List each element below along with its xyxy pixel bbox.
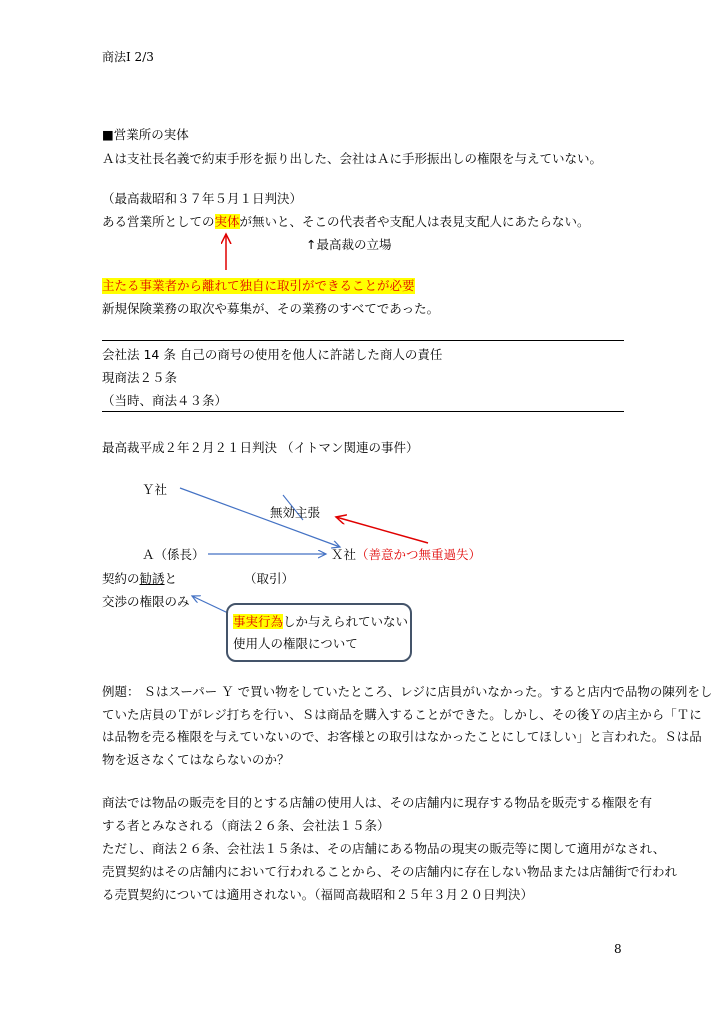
- answer-line: 売買契約はその店舗内において行われることから、その店舗内に存在しない物品または店舗街で行われ: [102, 864, 678, 879]
- box-line-1: 事実行為しか与えられていない: [233, 614, 409, 629]
- case-title: 最高裁平成２年２月２１日判決 （イトマン関連の事件）: [102, 440, 419, 455]
- court-position-label: ↑最高裁の立場: [306, 237, 392, 252]
- answer-line: る売買契約については適用されない。（福岡高裁昭和２５年３月２０日判決）: [102, 887, 534, 902]
- article-line-1: 会社法 14 条 自己の商号の使用を他人に許諾した商人の責任: [102, 347, 443, 362]
- a-scope-line-2: 交渉の権限のみ: [102, 594, 190, 609]
- page-header: 商法Ⅰ 2/3: [102, 50, 154, 64]
- arrow-red-claim: [336, 517, 428, 543]
- x-company-label: Ｘ社（善意かつ無重過失）: [331, 547, 482, 562]
- holding-text: ある営業所としての実体が無いと、そこの代表者や支配人は表見支配人にあたらない。: [102, 214, 590, 229]
- article-line-2: 現商法２５条: [102, 370, 178, 385]
- requirement-highlight: 主たる事業者から離れて独自に取引ができることが必要: [102, 278, 415, 293]
- arrow-box-to-a: [192, 596, 228, 613]
- example-line: 物を返さなくてはならないのか？: [102, 752, 290, 767]
- ruling-reference: （最高裁昭和３７年５月１日判決）: [102, 191, 303, 206]
- answer-line: する者とみなされる（商法２６条、会社法１５条）: [102, 818, 390, 833]
- y-company-label: Ｙ社: [142, 482, 168, 497]
- example-line: ていた店員のＴがレジ打ちを行い、Ｓは商品を購入することができた。しかし、その後Ｙの店主から「Ｔに: [102, 707, 702, 722]
- example-line: 例題： Ｓはスーパー Ｙ で買い物をしていたところ、レジに店員がいなかった。すると店内で品物の陳列をし: [102, 684, 713, 699]
- a-scope-line-1: 契約の勧誘と: [102, 571, 178, 586]
- page-number: 8: [614, 942, 622, 956]
- factual-act-highlight: 事実行為: [233, 614, 284, 629]
- box-line-2: 使用人の権限について: [233, 636, 358, 651]
- facts-text: 新規保険業務の取次や募集が、その業務のすべてであった。: [102, 301, 440, 316]
- employee-authority-box: [226, 603, 412, 662]
- invalid-claim-label: 無効主張: [270, 505, 321, 520]
- transaction-label: （取引）: [244, 571, 295, 586]
- example-line: は品物を売る権限を与えていないので、お客様との取引はなかったことにしてほしい」と言われた。Ｓは品: [102, 729, 702, 744]
- answer-line: ただし、商法２６条、会社法１５条は、その店舗にある物品の現実の販売等に関して適用がなされ、: [102, 841, 666, 856]
- a-chief-label: Ａ（係長）: [142, 547, 205, 562]
- case-text: Ａは支社長名義で約束手形を振り出した、会社はＡに手形振出しの権限を与えていない。: [102, 151, 603, 166]
- article-line-3: （当時、商法４３条）: [102, 393, 228, 408]
- highlight-substance: 実体: [214, 214, 240, 229]
- good-faith-label: （善意かつ無重過失）: [356, 547, 482, 562]
- answer-line: 商法では物品の販売を目的とする店舗の使用人は、その店舗内に現存する物品を販売する権限を有: [102, 795, 653, 810]
- section-heading: ■営業所の実体: [102, 127, 189, 142]
